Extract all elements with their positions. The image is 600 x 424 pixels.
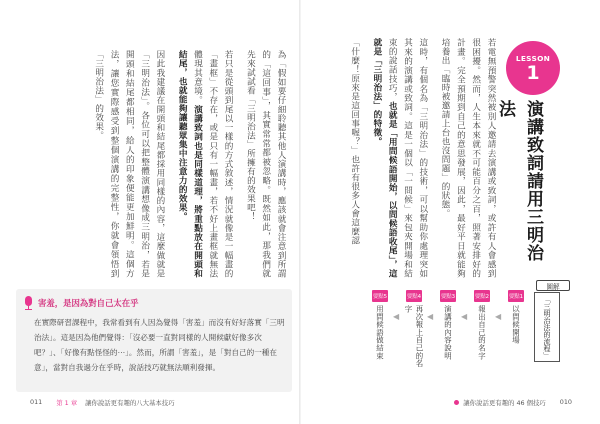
diagram-label: 圖解 [536,280,570,291]
lesson-badge [506,41,560,95]
flow-step [504,290,528,376]
arrow-left-icon: ◀ [461,312,468,321]
emphasis-text: 也就是「用問候語開始，以問候語收尾」，這就是「三明治法」的特徵。 [371,38,398,279]
book-title [454,398,546,407]
callout-body: 在實際研習課程中，我常看到有人因為覺得「害羞」而沒有好好落實「三明治法」。這是因為他們覺得：「沒必要一直對同樣的人開候獻好像多次吧？」、「好像有點怪怪的⋯」。然而，所謂「害羞」，是「對自己的一種在意」，當對自我過分在乎時，說話技巧就無法順利發揮。 [34,318,285,372]
arrow-left-icon: ◀ [393,312,400,321]
step-text: 以問候開場 [511,305,521,344]
step-badge: 要點2 [474,290,490,302]
dot-icon [454,400,459,405]
step-badge: 要點1 [508,290,524,302]
right-page-paragraph [369,38,430,278]
arrow-left-icon: ◀ [427,312,434,321]
lesson-title: 演講致詞請用三明治法 [495,100,543,262]
arrow-left-icon: ◀ [495,312,502,321]
right-body-text [318,38,498,278]
right-footer [372,396,572,408]
body-text: 為「假如要仔細聆聽其他人演講時，應該就會注意到所謂的「這回事」，其實常常都被忽略。既然如此，那我們就先來試試看「三明治法」所擁有的效果吧！ [245,50,286,278]
body-text: 「什麼！原來是這回事喔？」也許有很多人會這麼認 [349,38,360,245]
callout-header [24,295,139,311]
body-text: 若電無預警突然被別人邀請去演講或致詞，或許有人會感到很困擾。然而，人生本來就不可能百分之百，照著安排好的計畫。完全預期到自己的意思發展，因此，最好平日就能夠培養出「臨時被邀請上台也沒問題」的狀態。 [440,38,496,278]
page-gutter [299,0,301,424]
microphone-icon [24,296,33,310]
lesson-word: LESSON [515,53,551,63]
step-text: 再次報上自己的名字 [404,305,424,368]
left-footer [30,396,270,408]
book-title-text: 讓你說話更有趣的 46 個技巧 [463,398,546,407]
body-text: 這時，有個名為「三明治法」的技術，可以幫助你處理突如其來的演講或致詞。這是一個以「一問候」來包夾開場和結束的說話技巧， [387,38,428,278]
page-number-right: 010 [559,398,572,406]
flow-title-box: 「三明治法的流程」 [534,292,560,362]
left-body-text [93,50,288,278]
callout-title: 害羞，是因為對自己太在乎 [38,298,139,308]
step-badge: 要點5 [372,290,388,302]
page-number-left: 011 [30,398,43,406]
right-page-paragraph [346,38,361,278]
lesson-number: 1 [526,61,540,84]
right-page-paragraph [437,38,498,278]
left-page-paragraph [242,50,288,278]
chapter-tag: 第 1 章 [56,398,78,407]
flow-step [436,290,460,376]
step-badge: 要點3 [440,290,456,302]
callout-box [16,289,292,392]
emphasis-text: 演講致詞也是同樣道理，將重點放在開頭和結尾，也就能夠讓聽眾集中注意力的效果。 [177,50,203,278]
flow-step [368,290,392,376]
step-badge: 要點4 [406,290,422,302]
body-text: 若只是從頭到尾以一樣的方式敘述，情況就像是一幅畫的「畫框」不存在，或是只有一幅畫，若不好上畫框就無法體現其意境。 [192,50,234,278]
step-text: 報出自己的名字 [477,305,487,360]
step-text: 演講的內容說明 [443,305,453,360]
flow-step [470,290,494,376]
chapter-title: 讓你說話更有趣的八大基本技巧 [85,398,175,407]
step-text: 用問候語做結束 [375,305,385,360]
left-page-paragraph [90,50,166,278]
flow-step [402,290,426,376]
left-page-paragraph [174,50,235,278]
flow-diagram [356,286,566,386]
body-text: 因此我建議在開頭和結尾都採用同樣的內容，這麼做就是「三明治法」。各位可以把整體演講想像成三明治，若是開頭和結尾都相同，給人的印象便能更加鮮明。這個方法，讓您實際感受到整個演講的完整性，你就會領悟到「三明治法」的效果。 [93,50,165,278]
